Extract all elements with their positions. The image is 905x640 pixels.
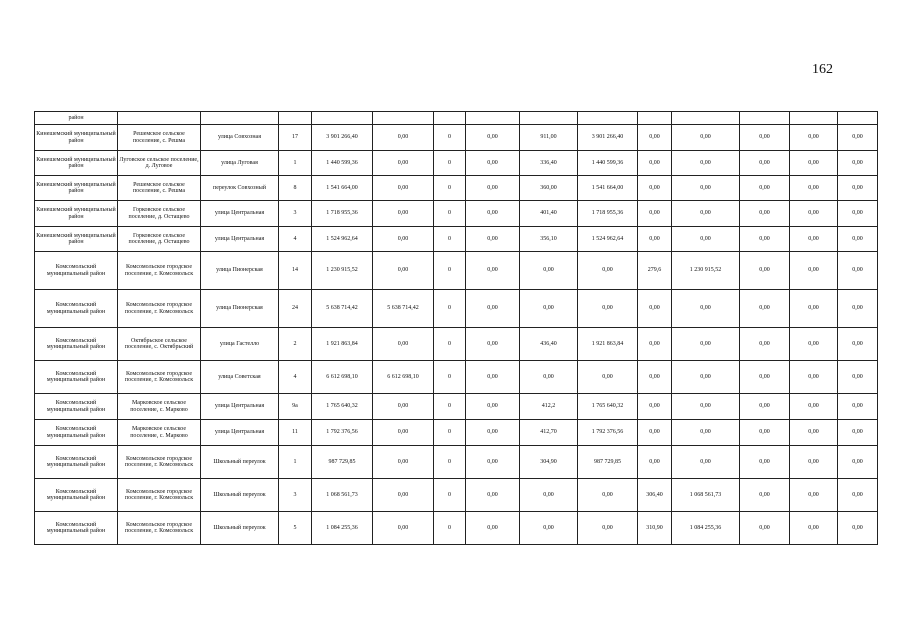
share-cell: 0 — [434, 420, 466, 446]
amount-cell: 1 792 376,56 — [578, 420, 638, 446]
extra-1-cell: 0,00 — [740, 420, 790, 446]
settlement-cell: Комсомольское городское поселение, г. Комсомольск — [118, 446, 201, 479]
fund-cell: 0,00 — [373, 227, 434, 252]
extra-3-cell: 0,00 — [838, 290, 878, 328]
region-cell: 0,00 — [466, 151, 520, 176]
extra-3-cell: 0,00 — [838, 227, 878, 252]
municipality-cell: Комсомольский муниципальный район — [35, 446, 118, 479]
share-cell: 0 — [434, 394, 466, 420]
table-row — [35, 227, 878, 252]
municipality-cell: Комсомольский муниципальный район — [35, 252, 118, 290]
settlement-cell: Марковское сельское поселение, с. Марково — [118, 420, 201, 446]
house-cell: 2 — [279, 328, 312, 361]
cost-total-cell: 1 792 376,56 — [312, 420, 373, 446]
share-cell: 0 — [434, 446, 466, 479]
amount-cell: 0,00 — [578, 479, 638, 512]
amount-2-cell: 0,00 — [672, 394, 740, 420]
house-cell: 4 — [279, 227, 312, 252]
settlement-cell: Комсомольское городское поселение, г. Комсомольск — [118, 252, 201, 290]
region-cell: 0,00 — [466, 252, 520, 290]
municipality-cell: Комсомольский муниципальный район — [35, 420, 118, 446]
extra-1-cell: 0,00 — [740, 512, 790, 545]
table-row — [35, 125, 878, 151]
amount-2-cell: 1 068 561,73 — [672, 479, 740, 512]
house-cell: 9а — [279, 394, 312, 420]
area-cell: 436,40 — [520, 328, 578, 361]
settlement-cell: Решемское сельское поселение, с. Решма — [118, 125, 201, 151]
page-number: 162 — [812, 62, 833, 77]
house-cell: 11 — [279, 420, 312, 446]
extra-3-cell: 0,00 — [838, 446, 878, 479]
extra-3-cell: 0,00 — [838, 479, 878, 512]
settlement-cell: Горковское сельское поселение, д. Остащево — [118, 227, 201, 252]
municipality-cell: Комсомольский муниципальный район — [35, 361, 118, 394]
extra-2-cell: 0,00 — [790, 151, 838, 176]
extra-3-cell: 0,00 — [838, 151, 878, 176]
amount-2-cell: 0,00 — [672, 125, 740, 151]
house-cell: 8 — [279, 176, 312, 201]
fund-cell: 0,00 — [373, 176, 434, 201]
street-cell: Школьный переулок — [201, 512, 279, 545]
municipality-cell: Кинешемский муниципальный район — [35, 201, 118, 227]
house-cell: 3 — [279, 479, 312, 512]
extra-1-cell: 0,00 — [740, 151, 790, 176]
extra-2-cell: 0,00 — [790, 201, 838, 227]
fund-cell: 0,00 — [373, 151, 434, 176]
extra-2-cell: 0,00 — [790, 290, 838, 328]
street-cell: улица Гастелло — [201, 328, 279, 361]
extra-3-cell: 0,00 — [838, 512, 878, 545]
table-row — [35, 176, 878, 201]
fund-cell: 5 638 714,42 — [373, 290, 434, 328]
amount-cell: 1 524 962,64 — [578, 227, 638, 252]
extra-2-cell: 0,00 — [790, 227, 838, 252]
region-cell: 0,00 — [466, 176, 520, 201]
street-cell: улица Луговая — [201, 151, 279, 176]
municipality-cell: Кинешемский муниципальный район — [35, 125, 118, 151]
street-cell: Школьный переулок — [201, 479, 279, 512]
municipality-cell: Комсомольский муниципальный район — [35, 328, 118, 361]
area-2-cell: 0,00 — [638, 176, 672, 201]
amount-2-cell: 0,00 — [672, 201, 740, 227]
house-cell: 14 — [279, 252, 312, 290]
settlement-cell: Горковское сельское поселение, д. Остащево — [118, 201, 201, 227]
extra-2-cell: 0,00 — [790, 479, 838, 512]
amount-2-cell: 0,00 — [672, 176, 740, 201]
extra-3-cell: 0,00 — [838, 361, 878, 394]
area-2-cell: 306,40 — [638, 479, 672, 512]
share-cell: 0 — [434, 252, 466, 290]
area-cell: 356,10 — [520, 227, 578, 252]
street-cell: улица Советская — [201, 361, 279, 394]
extra-2-cell: 0,00 — [790, 328, 838, 361]
area-2-cell: 0,00 — [638, 201, 672, 227]
extra-1-cell: 0,00 — [740, 201, 790, 227]
amount-cell: 1 765 640,32 — [578, 394, 638, 420]
cost-total-cell: 1 921 863,84 — [312, 328, 373, 361]
amount-cell: 987 729,85 — [578, 446, 638, 479]
area-2-cell: 310,90 — [638, 512, 672, 545]
share-cell: 0 — [434, 125, 466, 151]
area-cell: 0,00 — [520, 252, 578, 290]
cost-total-cell: 1 541 664,00 — [312, 176, 373, 201]
area-cell: 0,00 — [520, 361, 578, 394]
settlement-cell: Комсомольское городское поселение, г. Комсомольск — [118, 479, 201, 512]
cost-total-cell: 6 612 698,10 — [312, 361, 373, 394]
extra-1-cell: 0,00 — [740, 361, 790, 394]
table-row — [35, 252, 878, 290]
table-row — [35, 361, 878, 394]
area-2-cell: 0,00 — [638, 125, 672, 151]
extra-3-cell: 0,00 — [838, 176, 878, 201]
area-2-cell: 0,00 — [638, 227, 672, 252]
amount-2-cell: 0,00 — [672, 446, 740, 479]
amount-2-cell: 0,00 — [672, 328, 740, 361]
street-cell: улица Центральная — [201, 420, 279, 446]
extra-3-cell: 0,00 — [838, 125, 878, 151]
municipality-cell: Комсомольский муниципальный район — [35, 290, 118, 328]
region-cell: 0,00 — [466, 290, 520, 328]
amount-2-cell: 0,00 — [672, 420, 740, 446]
area-2-cell: 0,00 — [638, 290, 672, 328]
cost-total-cell: 1 718 955,36 — [312, 201, 373, 227]
fund-cell: 0,00 — [373, 125, 434, 151]
fund-cell: 0,00 — [373, 420, 434, 446]
area-2-cell: 0,00 — [638, 394, 672, 420]
street-cell: улица Пионерская — [201, 290, 279, 328]
street-cell: улица Совхозная — [201, 125, 279, 151]
street-cell: улица Центральная — [201, 201, 279, 227]
municipality-cell: Комсомольский муниципальный район — [35, 394, 118, 420]
share-cell: 0 — [434, 328, 466, 361]
region-cell: 0,00 — [466, 328, 520, 361]
amount-cell: 0,00 — [578, 252, 638, 290]
area-cell: 336,40 — [520, 151, 578, 176]
municipality-cell: Кинешемский муниципальный район — [35, 227, 118, 252]
table-row — [35, 394, 878, 420]
table-row — [35, 446, 878, 479]
area-2-cell: 279,6 — [638, 252, 672, 290]
extra-2-cell: 0,00 — [790, 176, 838, 201]
cost-total-cell: 1 524 962,64 — [312, 227, 373, 252]
area-cell: 401,40 — [520, 201, 578, 227]
area-cell: 0,00 — [520, 479, 578, 512]
continuation-cell: район — [35, 112, 118, 125]
municipality-cell: Комсомольский муниципальный район — [35, 479, 118, 512]
extra-3-cell: 0,00 — [838, 328, 878, 361]
street-cell: улица Центральная — [201, 394, 279, 420]
municipality-cell: Кинешемский муниципальный район — [35, 176, 118, 201]
extra-1-cell: 0,00 — [740, 328, 790, 361]
settlement-cell: Луговское сельское поселение, д. Луговое — [118, 151, 201, 176]
extra-1-cell: 0,00 — [740, 394, 790, 420]
region-cell: 0,00 — [466, 227, 520, 252]
fund-cell: 0,00 — [373, 446, 434, 479]
extra-1-cell: 0,00 — [740, 176, 790, 201]
cost-total-cell: 1 440 599,36 — [312, 151, 373, 176]
share-cell: 0 — [434, 151, 466, 176]
amount-2-cell: 0,00 — [672, 151, 740, 176]
table-row — [35, 201, 878, 227]
area-cell: 911,00 — [520, 125, 578, 151]
table-row — [35, 290, 878, 328]
settlement-cell: Комсомольское городское поселение, г. Комсомольск — [118, 361, 201, 394]
register-table — [34, 111, 878, 545]
area-cell: 360,00 — [520, 176, 578, 201]
cost-total-cell: 1 230 915,52 — [312, 252, 373, 290]
amount-2-cell: 0,00 — [672, 290, 740, 328]
area-2-cell: 0,00 — [638, 328, 672, 361]
area-2-cell: 0,00 — [638, 420, 672, 446]
cost-total-cell: 987 729,85 — [312, 446, 373, 479]
house-cell: 1 — [279, 151, 312, 176]
street-cell: улица Центральная — [201, 227, 279, 252]
area-cell: 304,90 — [520, 446, 578, 479]
extra-2-cell: 0,00 — [790, 420, 838, 446]
area-cell: 0,00 — [520, 512, 578, 545]
share-cell: 0 — [434, 290, 466, 328]
extra-3-cell: 0,00 — [838, 394, 878, 420]
cost-total-cell: 1 765 640,32 — [312, 394, 373, 420]
cost-total-cell: 1 068 561,73 — [312, 479, 373, 512]
area-cell: 0,00 — [520, 290, 578, 328]
amount-cell: 0,00 — [578, 512, 638, 545]
area-2-cell: 0,00 — [638, 151, 672, 176]
share-cell: 0 — [434, 201, 466, 227]
fund-cell: 6 612 698,10 — [373, 361, 434, 394]
region-cell: 0,00 — [466, 394, 520, 420]
region-cell: 0,00 — [466, 479, 520, 512]
extra-3-cell: 0,00 — [838, 201, 878, 227]
amount-cell: 3 901 266,40 — [578, 125, 638, 151]
street-cell: переулок Совхозный — [201, 176, 279, 201]
table-row — [35, 151, 878, 176]
table-row — [35, 420, 878, 446]
cost-total-cell: 3 901 266,40 — [312, 125, 373, 151]
extra-1-cell: 0,00 — [740, 290, 790, 328]
settlement-cell: Решемское сельское поселение, с. Решма — [118, 176, 201, 201]
extra-1-cell: 0,00 — [740, 252, 790, 290]
amount-2-cell: 1 230 915,52 — [672, 252, 740, 290]
area-cell: 412,2 — [520, 394, 578, 420]
share-cell: 0 — [434, 176, 466, 201]
table-row — [35, 512, 878, 545]
settlement-cell: Октябрьское сельское поселение, с. Октябрьский — [118, 328, 201, 361]
house-cell: 1 — [279, 446, 312, 479]
table-row — [35, 328, 878, 361]
table-row — [35, 479, 878, 512]
fund-cell: 0,00 — [373, 201, 434, 227]
street-cell: улица Пионерская — [201, 252, 279, 290]
share-cell: 0 — [434, 512, 466, 545]
amount-cell: 0,00 — [578, 361, 638, 394]
extra-1-cell: 0,00 — [740, 125, 790, 151]
cost-total-cell: 5 638 714,42 — [312, 290, 373, 328]
fund-cell: 0,00 — [373, 394, 434, 420]
municipality-cell: Комсомольский муниципальный район — [35, 512, 118, 545]
amount-cell: 1 541 664,00 — [578, 176, 638, 201]
extra-2-cell: 0,00 — [790, 361, 838, 394]
amount-2-cell: 1 084 255,36 — [672, 512, 740, 545]
extra-2-cell: 0,00 — [790, 125, 838, 151]
amount-cell: 0,00 — [578, 290, 638, 328]
house-cell: 4 — [279, 361, 312, 394]
settlement-cell: Комсомольское городское поселение, г. Комсомольск — [118, 290, 201, 328]
share-cell: 0 — [434, 361, 466, 394]
region-cell: 0,00 — [466, 420, 520, 446]
region-cell: 0,00 — [466, 512, 520, 545]
fund-cell: 0,00 — [373, 512, 434, 545]
house-cell: 24 — [279, 290, 312, 328]
house-cell: 17 — [279, 125, 312, 151]
extra-2-cell: 0,00 — [790, 446, 838, 479]
house-cell: 5 — [279, 512, 312, 545]
area-2-cell: 0,00 — [638, 361, 672, 394]
extra-2-cell: 0,00 — [790, 252, 838, 290]
region-cell: 0,00 — [466, 125, 520, 151]
settlement-cell: Марковское сельское поселение, с. Марково — [118, 394, 201, 420]
region-cell: 0,00 — [466, 446, 520, 479]
share-cell: 0 — [434, 479, 466, 512]
amount-2-cell: 0,00 — [672, 227, 740, 252]
area-cell: 412,70 — [520, 420, 578, 446]
amount-cell: 1 921 863,84 — [578, 328, 638, 361]
extra-1-cell: 0,00 — [740, 446, 790, 479]
share-cell: 0 — [434, 227, 466, 252]
continuation-row — [35, 112, 878, 125]
region-cell: 0,00 — [466, 361, 520, 394]
municipality-cell: Кинешемский муниципальный район — [35, 151, 118, 176]
extra-3-cell: 0,00 — [838, 252, 878, 290]
amount-cell: 1 718 955,36 — [578, 201, 638, 227]
amount-cell: 1 440 599,36 — [578, 151, 638, 176]
extra-2-cell: 0,00 — [790, 394, 838, 420]
amount-2-cell: 0,00 — [672, 361, 740, 394]
extra-1-cell: 0,00 — [740, 227, 790, 252]
region-cell: 0,00 — [466, 201, 520, 227]
house-cell: 3 — [279, 201, 312, 227]
extra-1-cell: 0,00 — [740, 479, 790, 512]
fund-cell: 0,00 — [373, 479, 434, 512]
street-cell: Школьный переулок — [201, 446, 279, 479]
settlement-cell: Комсомольское городское поселение, г. Комсомольск — [118, 512, 201, 545]
extra-2-cell: 0,00 — [790, 512, 838, 545]
cost-total-cell: 1 084 255,36 — [312, 512, 373, 545]
fund-cell: 0,00 — [373, 328, 434, 361]
extra-3-cell: 0,00 — [838, 420, 878, 446]
fund-cell: 0,00 — [373, 252, 434, 290]
area-2-cell: 0,00 — [638, 446, 672, 479]
